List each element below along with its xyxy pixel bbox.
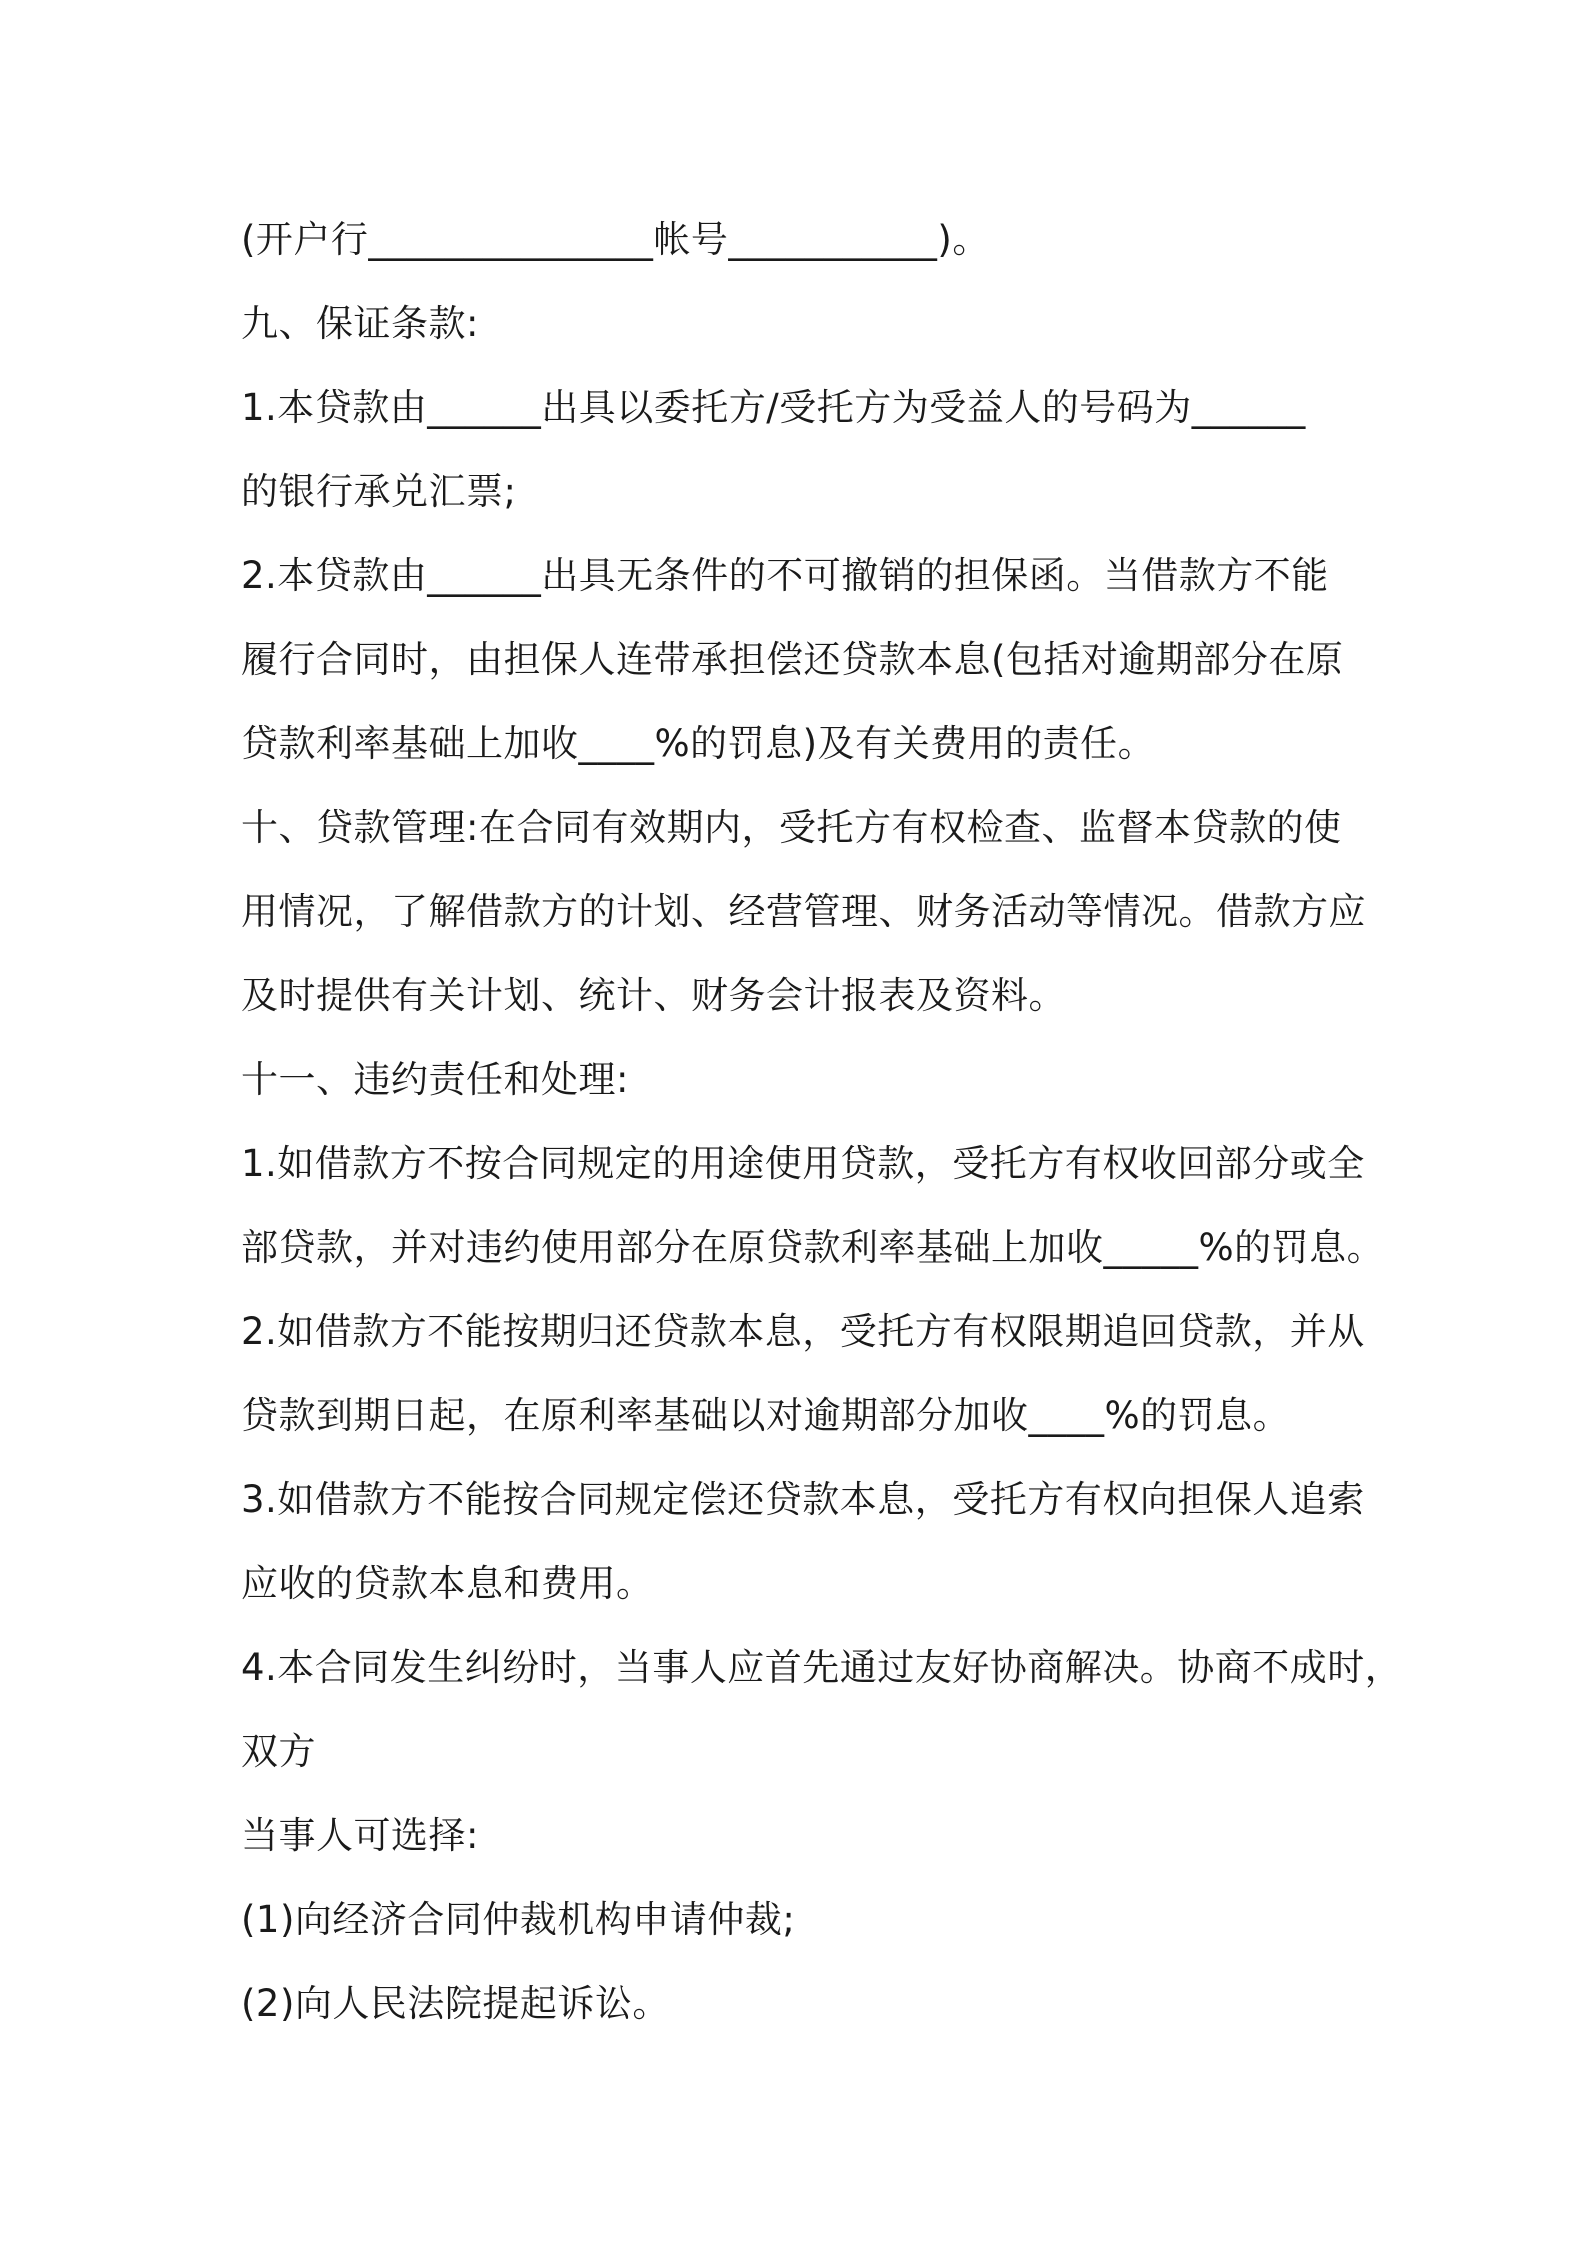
clause-9-1-line-1: 1.本贷款由______出具以委托方/受托方为受益人的号码为______: [241, 386, 1306, 429]
section-10-line-3: 及时提供有关计划、统计、财务会计报表及资料。: [241, 974, 1066, 1017]
clause-11-4-line-2: 双方: [241, 1730, 316, 1773]
clause-11-1-line-1: 1.如借款方不按合同规定的用途使用贷款，受托方有权收回部分或全: [241, 1142, 1365, 1185]
clause-11-2-line-2: 贷款到期日起，在原利率基础以对逾期部分加收____%的罚息。: [241, 1394, 1291, 1437]
section-10-line-1: 十、贷款管理:在合同有效期内，受托方有权检查、监督本贷款的使: [241, 806, 1342, 849]
section-9-heading: 九、保证条款:: [241, 302, 479, 345]
clause-11-1-line-2: 部贷款，并对违约使用部分在原贷款利率基础上加收_____%的罚息。: [241, 1226, 1385, 1269]
options-intro: 当事人可选择:: [241, 1814, 479, 1857]
option-arbitration: (1)向经济合同仲裁机构申请仲裁;: [241, 1898, 796, 1941]
clause-9-2-line-3: 贷款利率基础上加收____%的罚息)及有关费用的责任。: [241, 722, 1156, 765]
clause-11-3-line-2: 应收的贷款本息和费用。: [241, 1562, 654, 1605]
clause-11-2-line-1: 2.如借款方不能按期归还贷款本息，受托方有权限期追回贷款，并从: [241, 1310, 1365, 1353]
clause-9-2-line-2: 履行合同时，由担保人连带承担偿还贷款本息(包括对逾期部分在原: [241, 638, 1344, 681]
section-11-heading: 十一、违约责任和处理:: [241, 1058, 629, 1101]
section-10-line-2: 用情况，了解借款方的计划、经营管理、财务活动等情况。借款方应: [241, 890, 1366, 933]
clause-9-1-line-2: 的银行承兑汇票;: [241, 470, 517, 513]
clause-9-2-line-1: 2.本贷款由______出具无条件的不可撤销的担保函。当借款方不能: [241, 554, 1329, 597]
clause-11-4-line-1: 4.本合同发生纠纷时，当事人应首先通过友好协商解决。协商不成时，: [241, 1646, 1403, 1689]
option-litigation: (2)向人民法院提起诉讼。: [241, 1982, 670, 2025]
bank-account-line: (开户行_______________帐号___________)。: [241, 218, 990, 261]
document-page: [241, 198, 1403, 2046]
clause-11-3-line-1: 3.如借款方不能按合同规定偿还贷款本息，受托方有权向担保人追索: [241, 1478, 1365, 1521]
